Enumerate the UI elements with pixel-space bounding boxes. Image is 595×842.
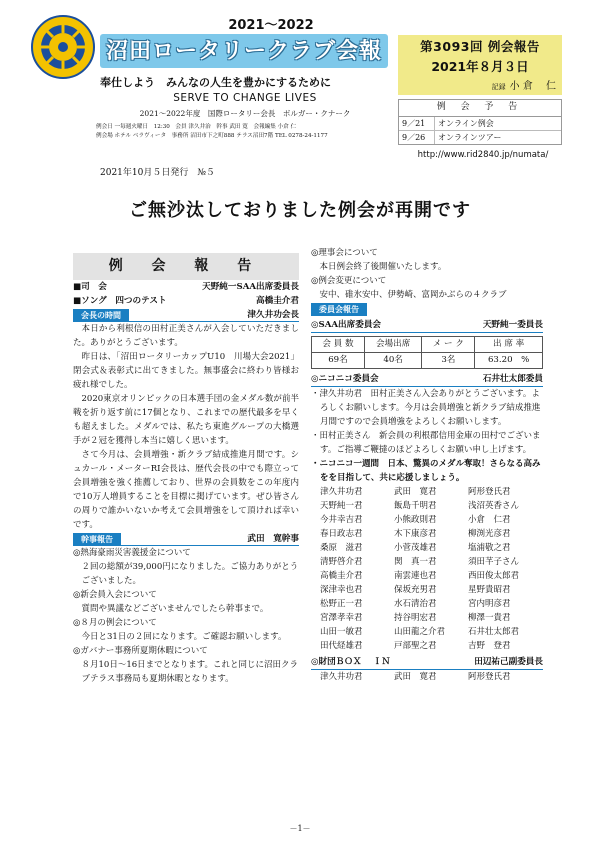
member-name: 小倉 仁君: [468, 515, 511, 525]
club-name: 沼田ロータリークラブ会報: [105, 38, 382, 64]
schedule-row: [399, 131, 561, 144]
mc-value: 天野純一SAA出席委員長: [202, 282, 299, 292]
member-name: 宮澤孝幸君: [320, 613, 363, 623]
table-row: [312, 337, 543, 353]
member-name: 南雲連也君: [394, 571, 437, 581]
committee-tag: 委員会報告: [311, 303, 367, 316]
president-paragraph: 2020東京オリンピックの日本選手団の金メダル数が前半戦を折り返す前に17個となり、これまでの歴代最多を早くも超えました。メダルでは、私たち東進グループの大橋選手が２冠を獲得し本当に嬉しく思います。: [73, 394, 299, 446]
table-cell: 69名: [312, 353, 365, 369]
names-row: [311, 625, 543, 639]
song-label: ■ソング 四つのテスト: [73, 296, 167, 306]
names-row: [311, 639, 543, 653]
member-name: 津久井功君: [320, 672, 363, 682]
right-column: [311, 246, 543, 684]
member-name: 柳渕光彦君: [468, 529, 511, 539]
member-name: 吉野 登君: [468, 641, 511, 651]
member-name: 清野啓介君: [320, 557, 363, 567]
box-title: ◎財団ＢＯＸ ＩＮ: [311, 657, 391, 667]
member-name: 桑原 滋君: [320, 543, 363, 553]
headline: ご無沙汰しておりました例会が再開です: [129, 200, 471, 221]
recorder-name: 小 倉 仁: [509, 80, 556, 92]
schedule-text: オンライン例会: [438, 118, 494, 128]
names-row: [311, 541, 543, 555]
names-row: [311, 611, 543, 625]
names-row: [311, 569, 543, 583]
names-row: [311, 583, 543, 597]
member-name: 戸部聖之君: [394, 641, 437, 651]
table-cell: 40名: [364, 353, 421, 369]
niko-comment: ・田村正美さん 新会員の利根郡信用金庫の田村でございます。ご指導ご鞭撻のほどよろしくお願い申し上げます。: [311, 431, 541, 455]
attendance-table: [311, 336, 543, 369]
mc-label: ■司 会: [73, 282, 107, 292]
member-name: 小熊政則君: [394, 515, 437, 525]
president-bar: [73, 309, 299, 322]
saa-heading: [311, 318, 543, 333]
report-box: [398, 35, 562, 95]
member-name: 持谷明宏君: [394, 613, 437, 623]
left-column: [73, 253, 299, 686]
table-header-cell: 会場出席: [364, 337, 421, 353]
president-paragraph: 本日から利根信の田村正美さんが入会していただきました。ありがとうございます。: [73, 324, 299, 348]
report-date: 2021年８月３日: [431, 58, 529, 74]
schedule-date: 9／21: [399, 117, 435, 130]
niko-comment: ・津久井功君 田村正美さん入会ありがとうございます。よろしくお願いします。今月は会員増強と新クラブ結成推進月間ですので会員増強をよろしくお願いします。: [311, 389, 541, 427]
secretary-name: 武田 寛幹事: [121, 533, 299, 546]
change-title: ◎例会変更について: [311, 276, 387, 286]
secretary-item-title: ◎８月の例会について: [73, 618, 157, 628]
club-info-line-2: 例会場 ホテル ベラヴィータ 事務所 沼田市下之町888 テラス沼田7階 TEL 0278-24-1177: [96, 133, 328, 139]
table-cell: 3名: [422, 353, 475, 369]
member-name: 星野貴昭君: [468, 585, 511, 595]
member-name: 武田 寛君: [394, 487, 437, 497]
schedule-row: [399, 117, 561, 131]
member-name: 松野正一君: [320, 599, 363, 609]
secretary-item-body: 今日と31日の２回になります。ご確認お願いします。: [81, 632, 287, 642]
secretary-item-title: ◎熱海豪雨災害義援金について: [73, 548, 191, 558]
song-line: [73, 294, 299, 308]
member-name: 石井壮太郎君: [468, 627, 520, 637]
member-name: 山田龍之介君: [394, 627, 446, 637]
member-name: 保坂充男君: [394, 585, 437, 595]
motto-english: SERVE TO CHANGE LIVES: [173, 92, 317, 104]
table-header-cell: 出 席 率: [475, 337, 543, 353]
president-paragraph: さて今月は、会員増強・新クラブ結成推進月間です。シュカール・メーターRI会長は、歴代会長の中でも際立って会員増強を強く推薦しており、世界の会員数をこの年度内で10万人増員することを目標に掲げています。ぜひ皆さんの周りで誰かいないか考えて会員増強をして頂ければ幸いです。: [73, 450, 299, 530]
member-name: 水石清治君: [394, 599, 437, 609]
member-name: 春日政志君: [320, 529, 363, 539]
names-row: [311, 499, 543, 513]
board-body: 本日例会終了後開催いたします。: [319, 262, 447, 272]
song-value: 高橋圭介君: [256, 296, 299, 306]
member-name: 西田俊太郎君: [468, 571, 520, 581]
schedule-box: [398, 99, 562, 145]
schedule-text: オンラインツアー: [438, 132, 502, 142]
schedule-title: 例 会 予 告: [399, 100, 561, 117]
member-name: 浅沼英香さん: [468, 501, 520, 511]
member-name: 深津幸也君: [320, 585, 363, 595]
section-heading: 例 会 報 告: [73, 253, 299, 280]
secretary-bar: [73, 533, 299, 546]
secretary-item-title: ◎新会員入会について: [73, 590, 157, 600]
member-name: 今井幸吉君: [320, 515, 363, 525]
club-info-line-1: 例会日 一毎週火曜日 12:30 会員 津久井治 幹事 武田 寛 会報編集 小倉 仁: [96, 124, 297, 130]
niko-week-comment: ・ニコニコ一週間 日本、驚異のメダル奪取！さらなる高みをを目指して、共に応援しましょう。: [311, 459, 541, 483]
president-name: 津久井功会長: [129, 309, 299, 322]
member-name: 須田芊子さん: [468, 557, 520, 567]
box-name: 田辺祐己副委員長: [474, 657, 543, 667]
rotary-logo: [30, 14, 96, 80]
secretary-tag: 幹事報告: [73, 533, 121, 546]
member-name: 関 真一君: [394, 557, 437, 567]
president-paragraph: 昨日は、「沼田ロータリーカップU10 川場大会2021」閉会式＆表彰式に出てきました。無事盛会に終わり皆様お疲れ様でした。: [73, 352, 299, 390]
member-name: 木下康彦君: [394, 529, 437, 539]
member-name: 宮内明彦君: [468, 599, 511, 609]
secretary-item-body: ２回の総額が39,000円になりました。ご協力ありがとうございました。: [81, 562, 299, 586]
board-title: ◎理事会について: [311, 248, 378, 258]
niko-heading: [311, 372, 543, 387]
table-row: [312, 353, 543, 369]
member-name: 阿形登氏君: [468, 672, 511, 682]
recorder: [404, 79, 556, 94]
motto-japanese: 奉仕しよう みんなの人生を豊かにするために: [100, 76, 331, 89]
recorder-label: 記録: [491, 82, 506, 91]
box-heading: [311, 655, 543, 670]
secretary-item-body: 質問や異議などございませんでしたら幹事まで。: [81, 604, 269, 614]
president-tag: 会長の時間: [73, 309, 129, 322]
names-row: [311, 597, 543, 611]
niko-name: 石井壮太郎委員: [482, 374, 543, 384]
saa-name: 天野純一委員長: [482, 320, 543, 330]
table-cell: 63.20 %: [475, 353, 543, 369]
report-number: 第3093回 例会報告: [420, 39, 540, 54]
member-name: 山田一敏君: [320, 627, 363, 637]
mc-line: [73, 280, 299, 294]
member-name: 天野純一君: [320, 501, 363, 511]
names-list: [311, 485, 543, 653]
member-name: 阿形登氏君: [468, 487, 511, 497]
member-name: 飯島千明君: [394, 501, 437, 511]
club-name-banner: [100, 34, 388, 68]
member-name: 柳澤一貴君: [468, 613, 511, 623]
member-name: 塩浦敬之君: [468, 543, 511, 553]
box-names-row: [311, 670, 543, 684]
member-name: 田代経雄君: [320, 641, 363, 651]
niko-title: ◎ニコニコ委員会: [311, 374, 379, 384]
fiscal-years: 2021～2022: [228, 18, 314, 33]
names-row: [311, 527, 543, 541]
website-link[interactable]: http://www.rid2840.jp/numata/: [417, 150, 549, 160]
secretary-item-body: ８月10日～16日までとなります。これと同じに沼田クラブテラス事務局も夏期休暇となります。: [81, 660, 298, 684]
table-header-cell: メ ー ク: [422, 337, 475, 353]
ri-president-line: 2021～2022年度 国際ロータリー会長 ボルガー・クナーク: [139, 109, 351, 118]
committee-bar: [311, 303, 543, 316]
member-name: 小菅茂雄君: [394, 543, 437, 553]
table-header-cell: 会 員 数: [312, 337, 365, 353]
names-row: [311, 555, 543, 569]
secretary-item-title: ◎ガバナー事務所夏期休暇について: [73, 646, 208, 656]
issue-line: 2021年10月５日発行 №５: [100, 168, 215, 178]
change-body: 安中、碓氷安中、伊勢崎、富岡かぶらの４クラブ: [319, 290, 507, 300]
page-number: －1－: [289, 824, 311, 833]
names-row: [311, 513, 543, 527]
member-name: 武田 寛君: [394, 672, 437, 682]
schedule-date: 9／26: [399, 131, 435, 144]
names-row: [311, 485, 543, 499]
member-name: 高橋圭介君: [320, 571, 363, 581]
saa-title: ◎SAA出席委員会: [311, 320, 382, 330]
member-name: 津久井功君: [320, 487, 363, 497]
